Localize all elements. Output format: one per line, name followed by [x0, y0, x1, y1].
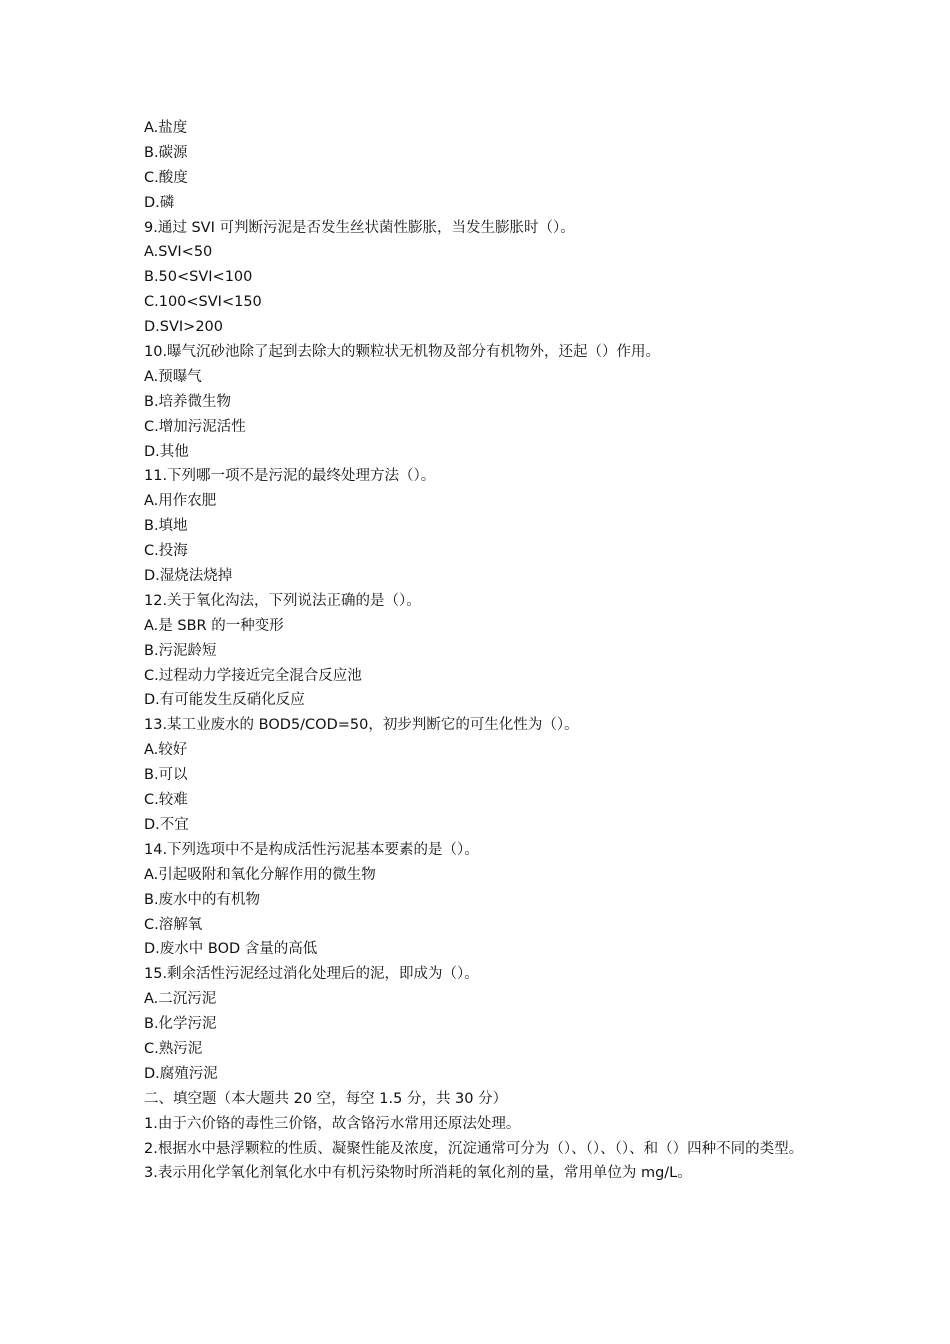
q11-option-c: C.投海 [144, 543, 188, 560]
q15-option-a: A.二沉污泥 [144, 991, 217, 1008]
q10-option-c: C.增加污泥活性 [144, 418, 246, 435]
q15-option-d: D.腐殖污泥 [144, 1065, 218, 1082]
q15-stem: 15.剩余活性污泥经过消化处理后的泥，即成为（）。 [144, 966, 479, 983]
q8-option-c: C.酸度 [144, 169, 188, 186]
q15-option-b: B.化学污泥 [144, 1016, 217, 1033]
fill-in-item-1: 1.由于六价铬的毒性三价铬，故含铬污水常用还原法处理。 [144, 1115, 521, 1132]
q14-stem: 14.下列选项中不是构成活性污泥基本要素的是（）。 [144, 841, 479, 858]
q13-option-b: B.可以 [144, 767, 188, 784]
q9-option-d: D.SVI>200 [144, 319, 223, 336]
q14-option-a: A.引起吸附和氧化分解作用的微生物 [144, 866, 376, 883]
q13-option-a: A.较好 [144, 742, 188, 759]
q13-option-c: C.较难 [144, 792, 188, 809]
q12-option-a: A.是 SBR 的一种变形 [144, 617, 284, 634]
q14-option-d: D.废水中 BOD 含量的高低 [144, 941, 318, 958]
q10-option-b: B.培养微生物 [144, 393, 232, 410]
q12-option-c: C.过程动力学接近完全混合反应池 [144, 667, 362, 684]
q12-option-b: B.污泥龄短 [144, 642, 217, 659]
q11-option-a: A.用作农肥 [144, 493, 217, 510]
q13-stem: 13.某工业废水的 BOD5/COD=50，初步判断它的可生化性为（）。 [144, 717, 579, 734]
q9-option-b: B.50<SVI<100 [144, 269, 253, 286]
section-heading-fill-in: 二、填空题（本大题共 20 空，每空 1.5 分，共 30 分） [144, 1090, 508, 1107]
q10-option-a: A.预曝气 [144, 368, 202, 385]
q12-option-d: D.有可能发生反硝化反应 [144, 692, 305, 709]
q9-option-c: C.100<SVI<150 [144, 294, 262, 311]
q11-stem: 11.下列哪一项不是污泥的最终处理方法（）。 [144, 468, 436, 485]
document-page [144, 116, 812, 1186]
q13-option-d: D.不宜 [144, 816, 189, 833]
q11-option-d: D.湿烧法烧掉 [144, 568, 233, 585]
q12-stem: 12.关于氧化沟法，下列说法正确的是（）。 [144, 592, 421, 609]
q10-option-d: D.其他 [144, 443, 189, 460]
q8-option-a: A.盐度 [144, 120, 188, 136]
q14-option-c: C.溶解氧 [144, 916, 203, 933]
q10-stem: 10.曝气沉砂池除了起到去除大的颗粒状无机物及部分有机物外，还起（）作用。 [144, 344, 661, 361]
q9-option-a: A.SVI<50 [144, 244, 213, 261]
q14-option-b: B.废水中的有机物 [144, 891, 261, 908]
q9-stem: 9.通过 SVI 可判断污泥是否发生丝状菌性膨胀，当发生膨胀时（）。 [144, 219, 575, 236]
fill-in-item-2: 2.根据水中悬浮颗粒的性质、凝聚性能及浓度，沉淀通常可分为（）、（）、（）、和（）四种不同的类型。 [144, 1140, 804, 1157]
q8-option-b: B.碳源 [144, 144, 188, 161]
fill-in-item-3: 3.表示用化学氧化剂氧化水中有机污染物时所消耗的氧化剂的量，常用单位为 mg/L。 [144, 1165, 692, 1182]
q11-option-b: B.填地 [144, 518, 188, 535]
q15-option-c: C.熟污泥 [144, 1040, 203, 1057]
q8-option-d: D.磷 [144, 194, 175, 211]
